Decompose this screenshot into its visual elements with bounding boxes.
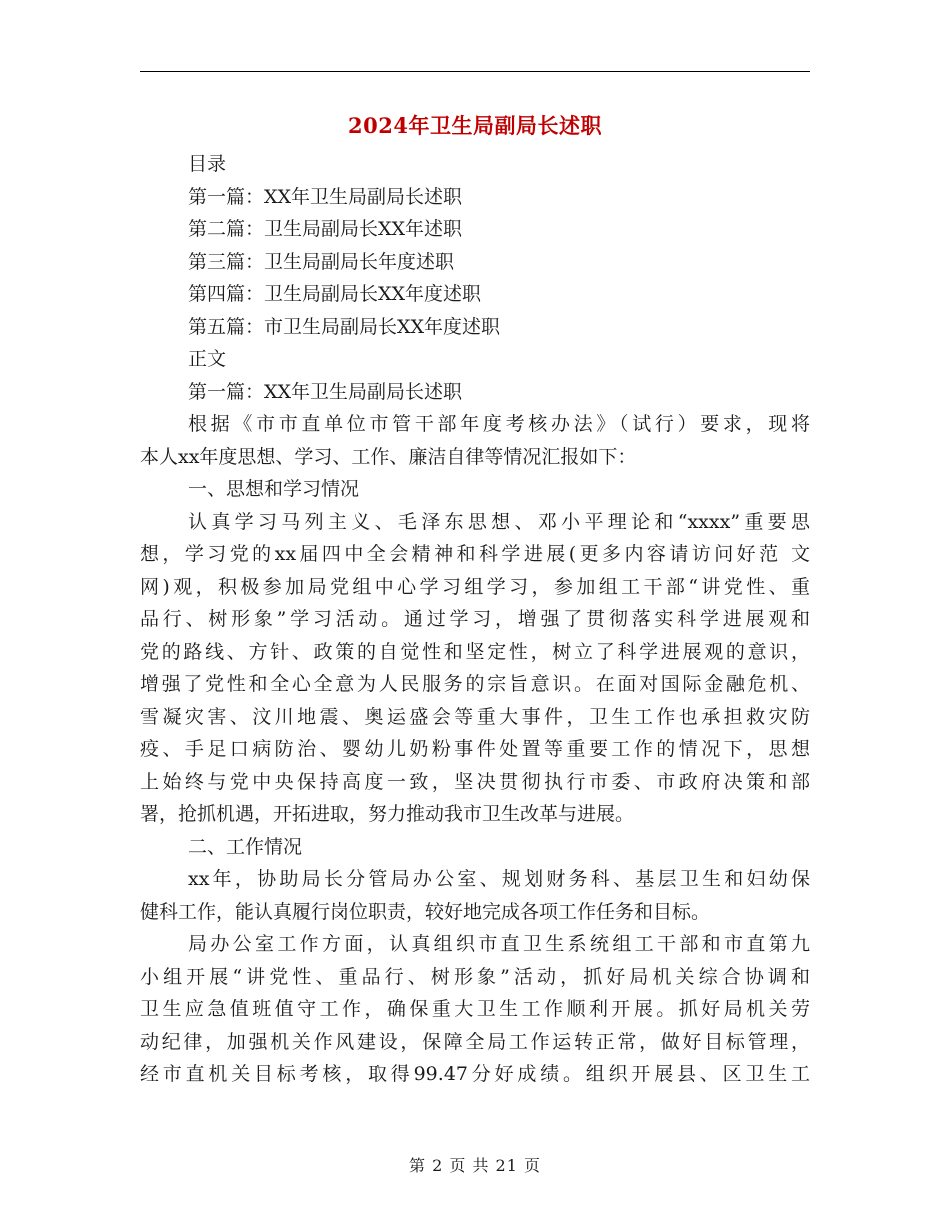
paragraph-line: 局办公室工作方面，认真组织市直卫生系统组工干部和市直第九 [188, 933, 810, 955]
paragraph-line: 小组开展“讲党性、重品行、树形象”活动，抓好局机关综合协调和 [140, 965, 810, 988]
paragraph-line: 增强了党性和全心全意为人民服务的宗旨意识。在面对国际金融危机、 [140, 673, 810, 695]
paragraph-line: 雪凝灾害、汶川地震、奥运盛会等重大事件，卫生工作也承担救灾防 [140, 705, 810, 728]
page-footer: 第 2 页 共 21 页 [409, 1156, 541, 1175]
header-rule [140, 71, 810, 72]
paragraph-line: 动纪律，加强机关作风建设，保障全局工作运转正常，做好目标管理， [140, 1030, 810, 1053]
toc-item: 第四篇：卫生局副局长XX年度述职 [188, 283, 482, 305]
paragraph-line: 本人xx年度思想、学习、工作、廉洁自律等情况汇报如下： [140, 445, 637, 468]
paragraph-line: xx年，协助局长分管局办公室、规划财务科、基层卫生和妇幼保 [188, 868, 810, 890]
paragraph-line: 党的路线、方针、政策的自觉性和坚定性，树立了科学进展观的意识， [140, 640, 810, 663]
toc-heading: 目录 [188, 153, 227, 175]
paragraph-line: 健科工作，能认真履行岗位职责，较好地完成各项工作任务和目标。 [140, 900, 711, 923]
toc-item: 第五篇：市卫生局副局长XX年度述职 [188, 315, 501, 338]
document-body [140, 148, 810, 1091]
document-title: 2024年卫生局副局长述职 [348, 113, 602, 138]
section-title: 二、工作情况 [188, 835, 303, 858]
paragraph-line: 经市直机关目标考核，取得99.47分好成绩。组织开展县、区卫生工 [140, 1063, 810, 1085]
toc-item: 第一篇：XX年卫生局副局长述职 [188, 185, 463, 208]
body-heading: 正文 [188, 348, 227, 370]
toc-item: 第二篇：卫生局副局长XX年述职 [188, 218, 463, 240]
paragraph-line: 根据《市市直单位市管干部年度考核办法》（试行）要求，现将 [188, 413, 810, 435]
paragraph-line: 卫生应急值班值守工作，确保重大卫生工作顺利开展。抓好局机关劳 [140, 998, 810, 1020]
paragraph-line: 品行、树形象”学习活动。通过学习，增强了贯彻落实科学进展观和 [140, 608, 810, 630]
paragraph-line: 网)观，积极参加局党组中心学习组学习，参加组工干部“讲党性、重 [140, 575, 810, 598]
paragraph-line: 认真学习马列主义、毛泽东思想、邓小平理论和“xxxx”重要思 [188, 510, 810, 533]
toc-item: 第三篇：卫生局副局长年度述职 [188, 250, 455, 273]
paragraph-line: 上始终与党中央保持高度一致，坚决贯彻执行市委、市政府决策和部 [140, 770, 810, 793]
chapter-title: 第一篇：XX年卫生局副局长述职 [188, 380, 463, 403]
paragraph-line: 想，学习党的xx届四中全会精神和科学进展(更多内容请访问好范 文 [140, 543, 810, 565]
section-title: 一、思想和学习情况 [188, 478, 360, 500]
paragraph-line: 署，抢抓机遇，开拓进取，努力推动我市卫生改革与进展。 [140, 803, 635, 825]
paragraph-line: 疫、手足口病防治、婴幼儿奶粉事件处置等重要工作的情况下，思想 [140, 738, 810, 760]
